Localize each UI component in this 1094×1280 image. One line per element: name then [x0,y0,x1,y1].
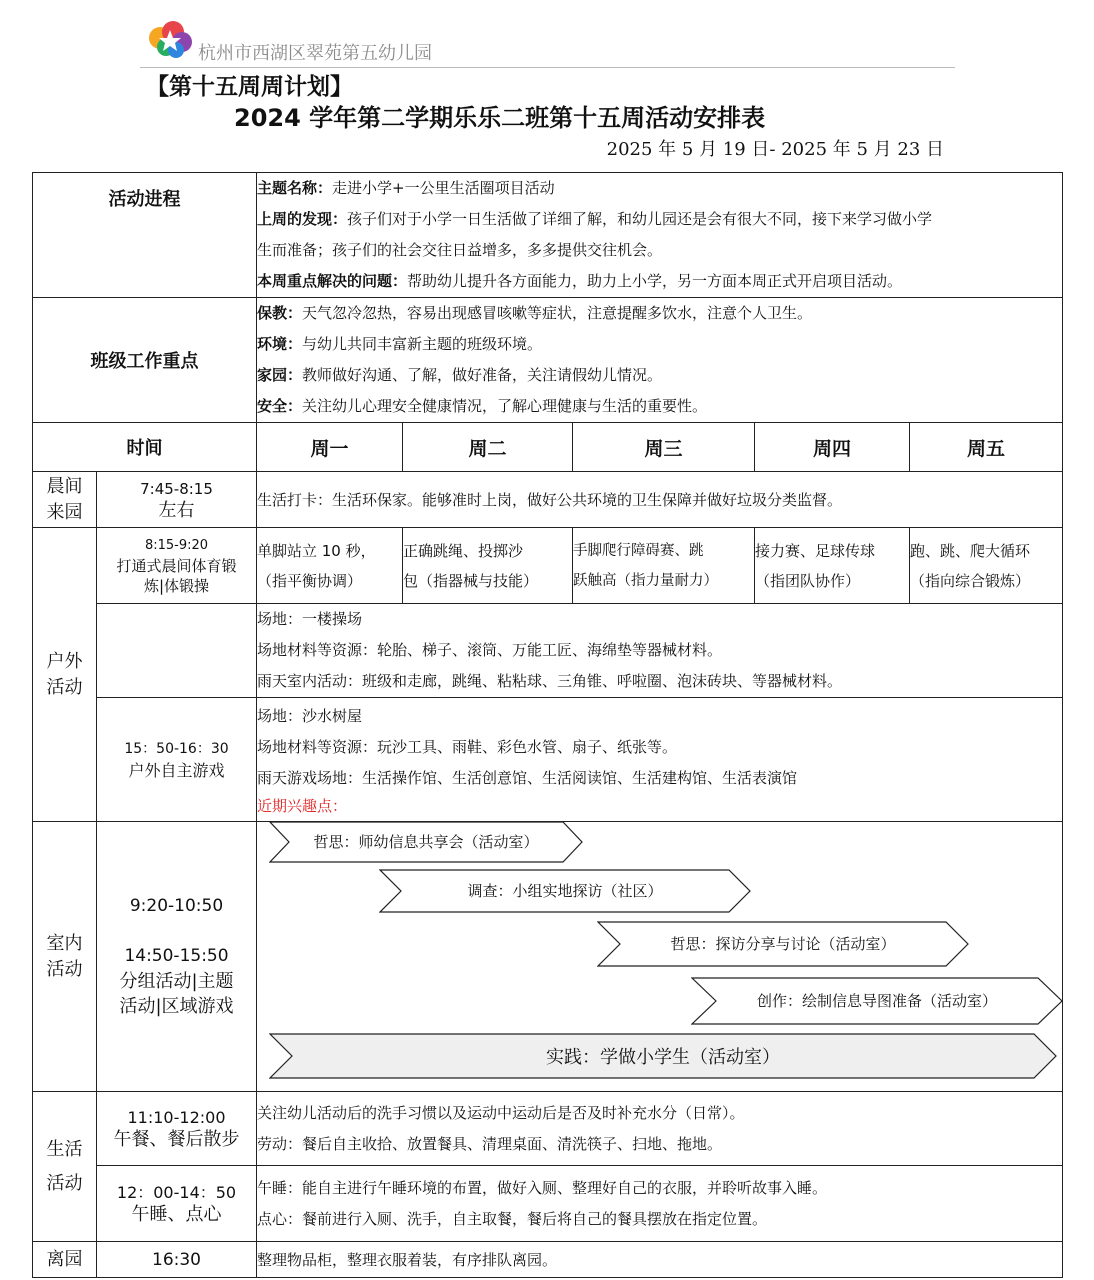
lunch-content [257,1092,1063,1166]
activity-arrows [257,823,1062,1091]
focus-item-value: 教师做好沟通、了解，做好准备，关注请假幼儿情况。 [302,366,663,384]
exercise-line: （指团队协作） [755,571,861,590]
free-play-time-range: 15：50-16：30 [124,740,229,757]
time-header: 时间 [33,423,257,472]
activity-arrow-label: 创作：绘制信息导图准备（活动室） [756,992,997,1010]
class-focus-content [257,298,1063,423]
exercise-line: 正确跳绳、投掷沙 [403,541,524,560]
leave-text: 整理物品柜，整理衣服着装，有序排队离园。 [257,1242,1063,1278]
activity-arrow [269,1033,1057,1079]
activity-arrow-label: 实践：学做小学生（活动室） [546,1046,780,1068]
indoor-time-2: 14:50-15:50 [124,946,229,966]
morning-row [33,472,1063,528]
activity-arrow [269,821,583,863]
exercise-row [33,528,1063,604]
nap-name: 午睡、点心 [131,1203,222,1225]
leave-label: 离园 [33,1242,97,1278]
weekly-plan-table [32,172,1063,1278]
indoor-time-1: 9:20-10:50 [129,896,224,916]
focus-item-value: 关注幼儿心理安全健康情况，了解心理健康与生活的重要性。 [302,397,708,415]
lunch-line: 劳动：餐后自主收拾、放置餐具、清理桌面、清洗筷子、扫地、拖地。 [257,1134,723,1153]
focus-item-value: 天气忽冷忽热，容易出现感冒咳嗽等症状，注意提醒多饮水，注意个人卫生。 [302,304,813,322]
nap-line: 午睡：能自主进行午睡环境的布置，做好入厕、整理好自己的衣服，并聆听故事入睡。 [257,1178,828,1197]
indoor-activities [257,822,1063,1092]
leave-row [33,1242,1063,1278]
indoor-name-1: 分组活动|主题 [119,971,234,992]
exercise-time-range: 8:15-9:20 [144,537,209,553]
life-label: 生活活动 [33,1092,97,1242]
day-header-tue: 周二 [403,423,573,472]
progress-label: 活动进程 [33,173,257,298]
free-play-line: 场地：沙水树屋 [257,707,363,725]
nap-time [97,1166,257,1242]
lunch-row [33,1092,1063,1166]
focus-item-value: 与幼儿共同丰富新主题的班级环境。 [302,335,543,353]
leave-time: 16:30 [97,1242,257,1278]
focus-value: 帮助幼儿提升各方面能力，助力上小学，另一方面本周正式开启项目活动。 [407,272,903,290]
morning-time-range: 7:45-8:15 [140,479,213,498]
last-week-value-1: 孩子们对于小学一日生活做了详细了解，和幼儿园还是会有很大不同，接下来学习做小学 [347,210,933,228]
date-range: 2025 年 5 月 19 日- 2025 年 5 月 23 日 [606,139,944,160]
exercise-line: （指平衡协调） [257,571,363,590]
free-play-name: 户外自主游戏 [128,760,225,780]
morning-time-approx: 左右 [158,499,195,521]
day-header-fri: 周五 [910,423,1063,472]
activity-arrow [597,921,969,967]
activity-arrow-label: 哲思：探访分享与讨论（活动室） [670,935,896,953]
exercise-thu [755,528,910,604]
free-play-content [257,698,1063,822]
outdoor-label: 户外活动 [33,528,97,822]
morning-label: 晨间来园 [33,472,97,528]
class-focus-label: 班级工作重点 [33,298,257,423]
free-play-row [33,698,1063,822]
free-play-time [97,698,257,822]
activity-arrow-label: 哲思：师幼信息共享会（活动室） [313,833,539,851]
progress-content [257,173,1063,298]
lunch-time [97,1092,257,1166]
exercise-line: 跃触高（指力量耐力） [573,572,718,589]
page-title: 2024 学年第二学期乐乐二班第十五周活动安排表 [234,104,766,132]
interest-point: 近期兴趣点： [257,797,348,815]
activity-arrow [691,977,1063,1025]
indoor-label: 室内活动 [33,822,97,1092]
exercise-wed [573,528,755,604]
day-header-thu: 周四 [755,423,910,472]
focus-item-key: 家园： [257,366,303,384]
school-name: 杭州市西湖区翠苑第五幼儿园 [198,43,432,64]
theme-value: 走进小学+一公里生活圈项目活动 [332,179,555,197]
theme-key: 主题名称： [257,179,333,197]
exercise-line: （指向综合锻炼） [910,571,1031,590]
exercise-fri [910,528,1063,604]
morning-text: 生活打卡：生活环保家。能够准时上岗，做好公共环境的卫生保障并做好垃圾分类监督。 [257,472,1063,528]
activity-arrow [379,869,751,913]
exercise-line: 跑、跳、爬大循环 [910,541,1031,560]
progress-row [33,173,1063,298]
venue-line: 场地：一楼操场 [257,610,363,628]
venue-content [257,604,1063,698]
indoor-row [33,822,1063,1092]
free-play-line: 场地材料等资源：玩沙工具、雨鞋、彩色水管、扇子、纸张等。 [257,738,678,756]
weekday-header-row [33,423,1063,472]
last-week-key: 上周的发现： [257,210,348,228]
day-header-wed: 周三 [573,423,755,472]
venue-line: 雨天室内活动：班级和走廊，跳绳、粘粘球、三角锥、呼啦圈、泡沫砖块、等器械材料。 [257,672,843,690]
focus-item-key: 保教： [257,304,303,322]
lunch-time-range: 11:10-12:00 [127,1107,226,1127]
focus-item-key: 环境： [257,335,303,353]
exercise-line: 接力赛、足球传球 [755,541,876,560]
nap-time-range: 12：00-14：50 [116,1182,237,1202]
venue-row [33,604,1063,698]
indoor-name-2: 活动|区域游戏 [119,996,234,1017]
exercise-time [97,528,257,604]
day-header-mon: 周一 [257,423,403,472]
morning-time [97,472,257,528]
exercise-tue [403,528,573,604]
venue-line: 场地材料等资源：轮胎、梯子、滚筒、万能工匠、海绵垫等器械材料。 [257,641,723,659]
exercise-name: 打通式晨间体育锻炼|体锻操 [116,556,237,595]
last-week-value-2: 生而准备；孩子们的社会交往日益增多，多多提供交往机会。 [257,241,663,259]
class-focus-row [33,298,1063,423]
exercise-line: 单脚站立 10 秒， [257,541,376,560]
lunch-line: 关注幼儿活动后的洗手习惯以及运动中运动后是否及时补充水分（日常）。 [257,1103,745,1122]
activity-arrow-label: 调查：小组实地探访（社区） [467,882,663,900]
indoor-time [97,822,257,1092]
school-logo-icon [146,20,194,60]
exercise-line: 手脚爬行障碍赛、跳 [573,542,704,559]
nap-content [257,1166,1063,1242]
nap-row [33,1166,1063,1242]
exercise-mon [257,528,403,604]
exercise-line: 包（指器械与技能） [403,571,539,590]
focus-key: 本周重点解决的问题： [257,272,408,290]
plan-tag: 【第十五周周计划】 [146,74,353,100]
nap-line: 点心：餐前进行入厕、洗手，自主取餐，餐后将自己的餐具摆放在指定位置。 [257,1209,768,1228]
lunch-name: 午餐、餐后散步 [113,1128,240,1150]
free-play-line: 雨天游戏场地：生活操作馆、生活创意馆、生活阅读馆、生活建构馆、生活表演馆 [257,769,798,787]
venue-time-empty [97,604,257,698]
focus-item-key: 安全： [257,397,303,415]
